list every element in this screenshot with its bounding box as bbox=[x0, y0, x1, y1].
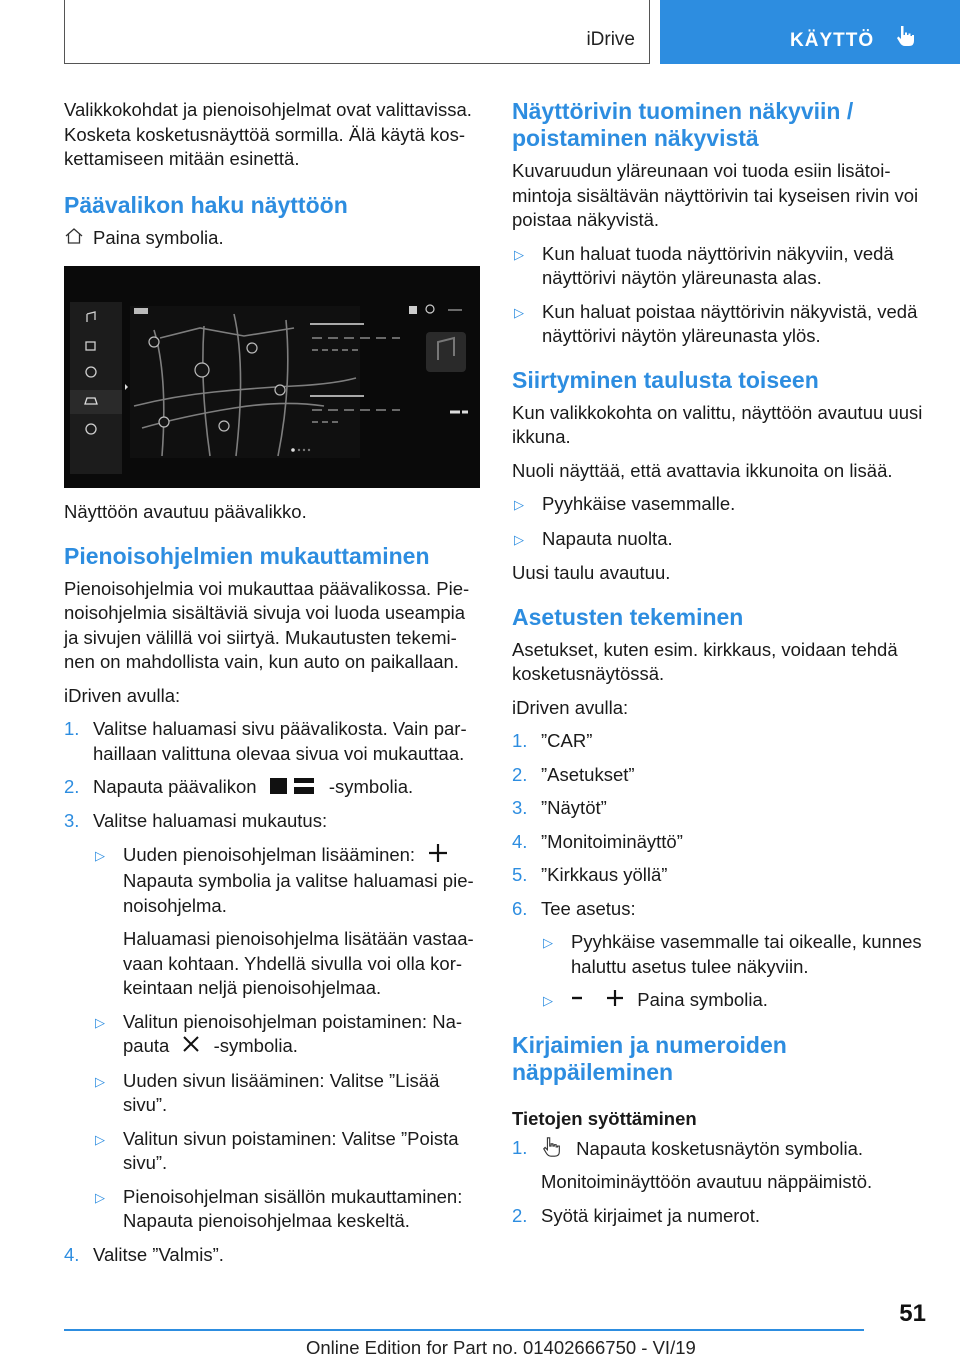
heading-letters: Kirjaimien ja numeroiden näppäileminen bbox=[512, 1031, 787, 1085]
step-text: Napauta kosketusnäytön symbolia. bbox=[541, 1136, 928, 1165]
step-number: 1. bbox=[512, 1136, 528, 1158]
settings-step-6 bbox=[512, 897, 928, 922]
settings-step-6-options bbox=[541, 930, 928, 1014]
settings-step-2 bbox=[512, 763, 928, 788]
list-item bbox=[512, 527, 928, 553]
header-section-title: iDrive bbox=[586, 29, 635, 50]
header-chapter-title: KÄYTTÖ bbox=[790, 30, 875, 51]
step-text-part: Napauta päävalikon bbox=[93, 776, 257, 797]
step-text: ”Näytöt” bbox=[541, 797, 607, 818]
footer-divider bbox=[64, 1329, 864, 1331]
settings-step-3 bbox=[512, 796, 928, 821]
input-step-1 bbox=[512, 1136, 928, 1165]
step-text: ”Asetukset” bbox=[541, 763, 635, 785]
triangle-right-icon: ▷ bbox=[95, 1073, 105, 1089]
bullet-text: Kun haluat tuoda näyttörivin näkyviin, vedä näyttörivi näytön yläreunasta alas. bbox=[542, 242, 894, 288]
triangle-right-icon: ▷ bbox=[514, 246, 524, 262]
step-text: ”CAR” bbox=[541, 730, 593, 751]
step-number: 6. bbox=[512, 897, 528, 919]
list-item bbox=[93, 1185, 480, 1234]
heading-widgets: Pienoisohjelmien mukauttaminen bbox=[64, 542, 430, 569]
step-3-options bbox=[93, 843, 480, 1234]
heading-panels: Siirtyminen taulusta toiseen bbox=[512, 366, 819, 393]
touch-hand-icon bbox=[894, 24, 918, 53]
header-chapter-tab bbox=[660, 0, 960, 64]
idrive-main-menu-image bbox=[64, 266, 480, 488]
step-number: 3. bbox=[512, 797, 528, 818]
step-text: ”Monitoiminäyttö” bbox=[541, 830, 683, 852]
step-3 bbox=[64, 809, 480, 834]
list-item bbox=[541, 988, 928, 1014]
panels-paragraph-3: Uusi taulu avautuu. bbox=[512, 562, 671, 583]
list-item bbox=[93, 843, 480, 870]
settings-step-4 bbox=[512, 830, 928, 855]
list-item bbox=[541, 930, 928, 979]
via-idrive-label: iDriven avulla: bbox=[64, 684, 181, 706]
intro-paragraph: Valikkokohdat ja pienoisohjelmat ovat valittavissa. Kosketa kosketusnäyttöä sormilla. Älä käytä koskettamiseen mitään esinettä. bbox=[64, 99, 472, 169]
step-text: Valitse haluamasi mukautus: bbox=[93, 810, 328, 832]
bullet-text: Valitun pienoisohjelman poistaminen: Napauta -symbolia. bbox=[123, 1010, 480, 1060]
left-column bbox=[64, 98, 480, 1276]
home-instruction-text: Paina symbolia. bbox=[93, 226, 224, 248]
step-text: Valitse haluamasi sivu päävalikosta. Vain parhaillaan valittuna olevaa sivua voi mukauttaa. bbox=[93, 718, 467, 764]
bullet-text: Pyyhkäise vasemmalle. bbox=[542, 493, 736, 514]
triangle-right-icon: ▷ bbox=[95, 1014, 105, 1030]
list-item bbox=[93, 1069, 480, 1118]
bullet-text: Uuden pienoisohjelman lisääminen: bbox=[123, 843, 448, 870]
bullet-continuation: Haluamasi pienoisohjelma lisätään vastaavaan kohtaan. Yhdellä sivulla voi olla korkeintaan neljä pienoisohjelmaa. bbox=[123, 928, 474, 999]
home-icon bbox=[64, 226, 93, 253]
heading-settings: Asetusten tekeminen bbox=[512, 603, 744, 630]
panels-paragraph-1: Kun valikkokohta on valittu, näyttöön avautuu uusi ikkuna. bbox=[512, 401, 923, 447]
triangle-right-icon: ▷ bbox=[543, 935, 553, 950]
list-item bbox=[93, 1010, 480, 1060]
bullet-text: Paina symbolia. bbox=[571, 988, 768, 1014]
bullet-text: Kun haluat poistaa näyttörivin näkyvistä, vedä näyttörivi näytön yläreunasta ylös. bbox=[542, 300, 918, 346]
panels-paragraph-2: Nuoli näyttää, että avattavia ikkunoita on lisää. bbox=[512, 459, 893, 481]
home-instruction bbox=[64, 226, 480, 253]
bullet-text: Pyyhkäise vasemmalle tai oikealle, kunnes haluttu asetus tulee näkyviin. bbox=[571, 931, 922, 977]
triangle-right-icon: ▷ bbox=[543, 993, 553, 1008]
list-item bbox=[512, 492, 928, 518]
bullet-text: Napauta nuolta. bbox=[542, 527, 673, 549]
step-number: 4. bbox=[64, 1243, 80, 1265]
minus-icon bbox=[571, 989, 583, 1014]
step-number: 1. bbox=[512, 730, 528, 751]
step-text: ”Kirkkaus yöllä” bbox=[541, 864, 668, 885]
triangle-right-icon: ▷ bbox=[514, 304, 524, 320]
bullet-text: Uuden sivun lisääminen: Valitse ”Lisää sivu”. bbox=[123, 1069, 440, 1116]
status-paragraph: Kuvaruudun yläreunaan voi tuoda esiin lisätoimintoja sisältävän näyttörivin tai kyseisen rivin voi poistaa näkyvistä. bbox=[512, 160, 919, 230]
step-text bbox=[93, 775, 480, 800]
settings-step-5 bbox=[512, 863, 928, 888]
step-text: Valitse ”Valmis”. bbox=[93, 1243, 224, 1265]
heading-input: Tietojen syöttäminen bbox=[512, 1107, 697, 1129]
input-step-continuation: Monitoiminäyttöön avautuu näppäimistö. bbox=[541, 1171, 873, 1192]
step-number: 1. bbox=[64, 718, 80, 739]
list-item bbox=[512, 242, 928, 291]
via-idrive-label: iDriven avulla: bbox=[512, 696, 629, 718]
triangle-right-icon: ▷ bbox=[514, 531, 524, 547]
list-item bbox=[512, 300, 928, 349]
triangle-right-icon: ▷ bbox=[514, 497, 524, 512]
after-image-text: Näyttöön avautuu päävalikko. bbox=[64, 501, 307, 522]
step-number: 4. bbox=[512, 830, 528, 852]
step-number: 2. bbox=[64, 776, 80, 797]
step-text: Syötä kirjaimet ja numerot. bbox=[541, 1204, 761, 1226]
step-text: Tee asetus: bbox=[541, 897, 636, 919]
plus-icon bbox=[428, 843, 448, 870]
step-2 bbox=[64, 775, 480, 800]
footer-edition: Online Edition for Part no. 01402666750 - VI/19 bbox=[306, 1337, 696, 1358]
heading-status-bar: Näyttörivin tuominen näkyviin / poistaminen näkyvistä bbox=[512, 98, 854, 151]
bullet-text: Pienoisohjelman sisällön mukauttaminen: Napauta pienoisohjelmaa keskeltä. bbox=[123, 1185, 463, 1232]
widgets-paragraph: Pienoisohjelmia voi mukauttaa päävalikossa. Pienoisohjelmia sisältäviä sivuja voi luoda useampia ja sivujen välillä voi siirtyä. Mukautusten tekeminen on mahdollista vain, kun auto on paikallaan. bbox=[64, 577, 470, 672]
page-number: 51 bbox=[899, 1300, 926, 1327]
step-1 bbox=[64, 717, 480, 766]
step-text-part: -symbolia. bbox=[328, 776, 414, 797]
header-box bbox=[64, 0, 650, 64]
plus-icon bbox=[606, 989, 624, 1014]
settings-step-1 bbox=[512, 729, 928, 754]
triangle-right-icon: ▷ bbox=[95, 1131, 105, 1147]
touch-hand-icon bbox=[541, 1136, 563, 1165]
right-column bbox=[512, 98, 928, 1237]
triangle-right-icon: ▷ bbox=[95, 1189, 105, 1205]
input-step-2 bbox=[512, 1204, 928, 1229]
close-icon bbox=[182, 1035, 200, 1060]
step-number: 2. bbox=[512, 1204, 528, 1226]
triangle-right-icon: ▷ bbox=[95, 847, 105, 863]
heading-main-menu: Päävalikon haku näyttöön bbox=[64, 191, 348, 218]
step-number: 5. bbox=[512, 864, 528, 885]
step-number: 2. bbox=[512, 763, 528, 785]
list-item bbox=[93, 1127, 480, 1176]
step-4 bbox=[64, 1243, 480, 1268]
step-number: 3. bbox=[64, 810, 80, 832]
bullet-text: Valitun sivun poistaminen: Valitse ”Poista sivu”. bbox=[123, 1127, 459, 1174]
bullet-continuation: Napauta symbolia ja valitse haluamasi pienoisohjelma. bbox=[123, 870, 474, 916]
widget-edit-icon bbox=[270, 776, 316, 801]
settings-paragraph: Asetukset, kuten esim. kirkkaus, voidaan tehdä kosketusnäytössä. bbox=[512, 638, 898, 684]
